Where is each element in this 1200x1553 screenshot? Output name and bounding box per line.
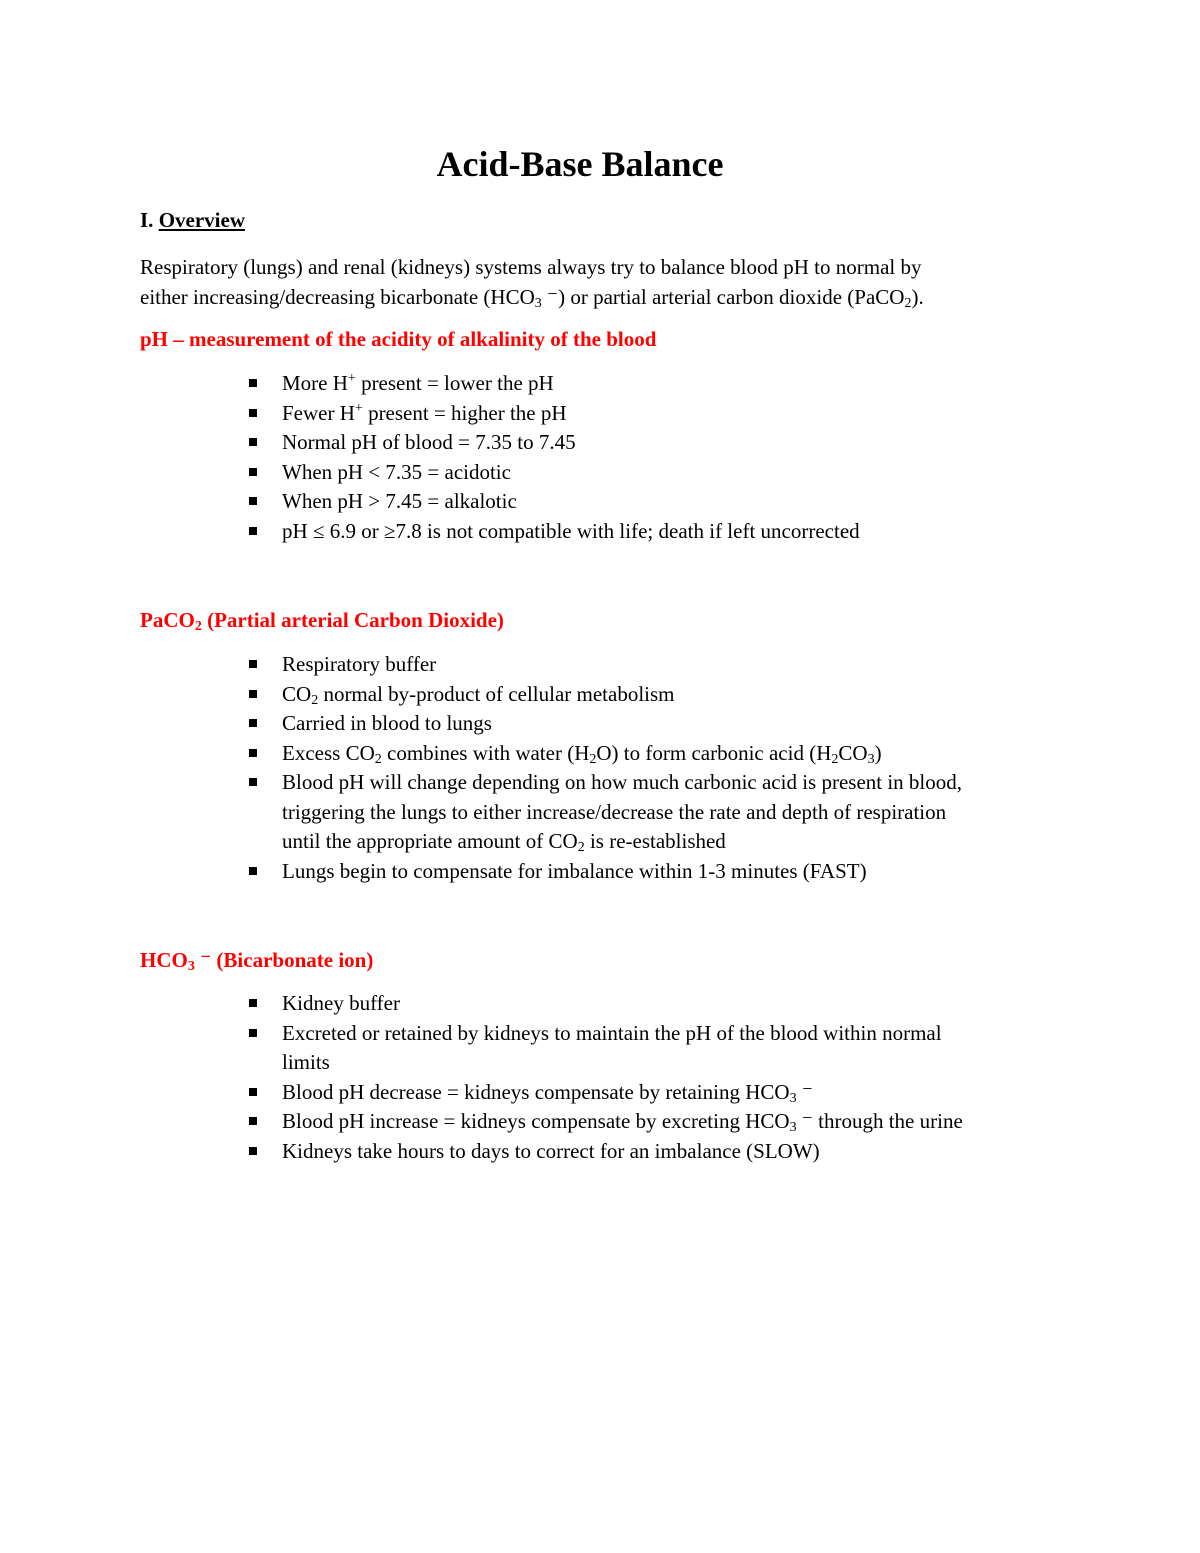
overview-heading-number: I. (140, 208, 154, 232)
paco2-bullet-list (0, 650, 1100, 886)
square-bullet-icon (249, 1029, 257, 1037)
square-bullet-icon (249, 1088, 257, 1096)
ph-section-heading: pH – measurement of the acidity of alkalinity of the blood (140, 327, 657, 351)
overview-heading-text: Overview (158, 208, 245, 232)
list-item: Kidneys take hours to days to correct for an imbalance (SLOW) (0, 1137, 1100, 1167)
list-item: More H+ present = lower the pH (0, 369, 1100, 399)
square-bullet-icon (249, 999, 257, 1007)
square-bullet-icon (249, 379, 257, 387)
list-item: Blood pH decrease = kidneys compensate by retaining $HCO_3$ ⁻ (0, 1078, 1100, 1108)
overview-line-1: Respiratory (lungs) and renal (kidneys) systems always try to balance blood pH to normal by (140, 255, 922, 279)
list-item: pH ≤ 6.9 or ≥7.8 is not compatible with life; death if left uncorrected (0, 517, 1100, 547)
square-bullet-icon (249, 409, 257, 417)
hco3-bullet-list (0, 989, 1100, 1166)
list-item: Normal pH of blood = 7.35 to 7.45 (0, 428, 1100, 458)
list-item: Kidney buffer (0, 989, 1100, 1019)
list-item: When pH < 7.35 = acidotic (0, 458, 1100, 488)
overview-paragraph (140, 252, 1080, 312)
document-title: Acid-Base Balance (436, 144, 724, 184)
square-bullet-icon (249, 660, 257, 668)
square-bullet-icon (249, 867, 257, 875)
square-bullet-icon (249, 749, 257, 757)
ph-bullet-list (0, 369, 1100, 546)
square-bullet-icon (249, 1147, 257, 1155)
list-item: Fewer H+ present = higher the pH (0, 399, 1100, 429)
list-item: Blood pH increase = kidneys compensate by excreting $HCO_3$ ⁻ through the urine (0, 1107, 1100, 1137)
list-item: Excreted or retained by kidneys to maintain the pH of the blood within normal limits (0, 1019, 1100, 1078)
square-bullet-icon (249, 468, 257, 476)
square-bullet-icon (249, 1117, 257, 1125)
square-bullet-icon (249, 497, 257, 505)
list-item: Carried in blood to lungs (0, 709, 1100, 739)
square-bullet-icon (249, 527, 257, 535)
list-item: Excess $CO_2$ combines with water $(H_2O)$ to form carbonic acid $(H_2CO_3)$ (0, 739, 1100, 769)
list-item: When pH > 7.45 = alkalotic (0, 487, 1100, 517)
hco3-section-heading: $HCO_3$ ⁻ (Bicarbonate ion) (140, 948, 374, 974)
list-item: Lungs begin to compensate for imbalance within 1-3 minutes (FAST) (0, 857, 1100, 887)
list-item: Respiratory buffer (0, 650, 1100, 680)
overview-heading (140, 206, 245, 234)
paco2-section-heading: PaCO$_2$ (Partial arterial Carbon Dioxide) (140, 608, 504, 634)
square-bullet-icon (249, 778, 257, 786)
square-bullet-icon (249, 438, 257, 446)
overview-line-2: either increasing/decreasing bicarbonate ($HCO_3$ ⁻) or partial arterial carbon dioxide (PaCO$_2$). (140, 285, 924, 311)
square-bullet-icon (249, 690, 257, 698)
list-item: $CO_2$ normal by-product of cellular metabolism (0, 680, 1100, 710)
square-bullet-icon (249, 719, 257, 727)
list-item: Blood pH will change depending on how much carbonic acid is present in blood, triggering the lungs to either increase/decrease the rate and depth of respiration until the appropriate amount of $CO_2$ is re-established (0, 768, 1100, 857)
